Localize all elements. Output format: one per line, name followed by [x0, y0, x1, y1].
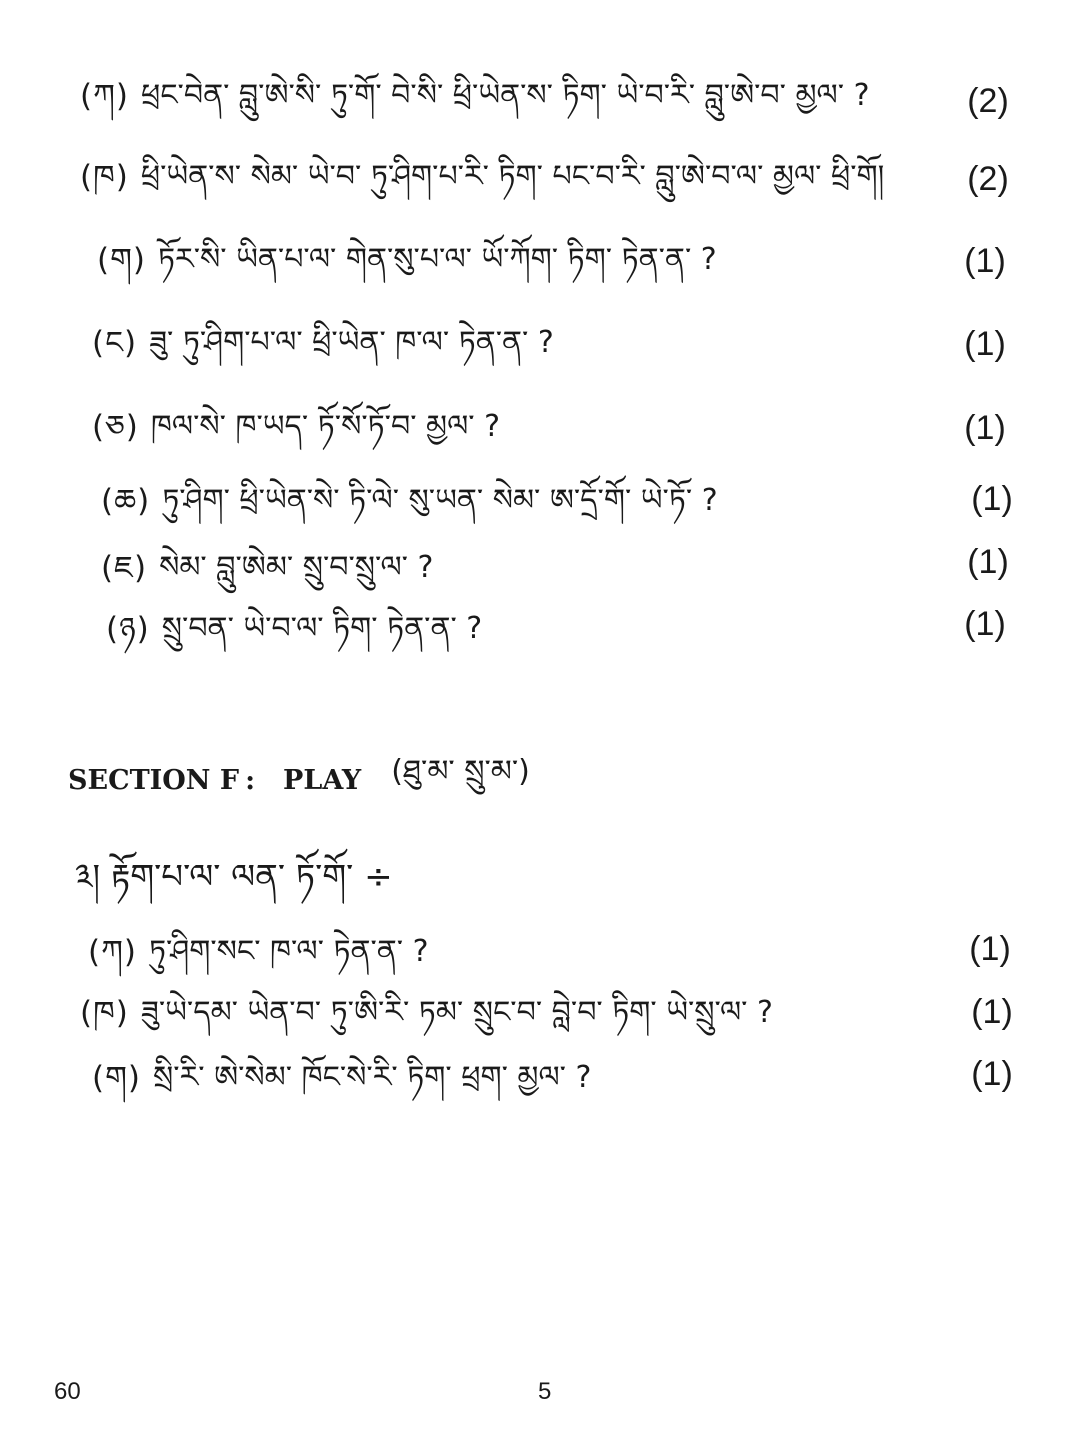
question-item — [106, 609, 482, 665]
question-marks: (1) — [967, 543, 1009, 581]
question-label: (ཀ) — [88, 933, 138, 970]
question-marks: (1) — [964, 409, 1006, 447]
question-text: སྲི་རི་ ཨེ་སེམ་ ཁོང་སེ་རི་ ཏིག་ ཕྲག་ མྱལ་ ? — [153, 1060, 592, 1095]
question-item — [80, 76, 870, 132]
section-heading — [68, 750, 530, 810]
question-text: ཕྲང་བེན་ བླུ་ཨེ་སི་ ཏུ་གོ་ བེ་སི་ ཕྲི་ཡེན་ས་ ཏིག་ ཡེ་བ་རི་ བླུ་ཨེ་བ་ མྱལ་ ? — [141, 78, 870, 113]
question-label: (ཀ) — [80, 77, 130, 114]
question-item — [80, 157, 884, 213]
page-number: 5 — [538, 1378, 552, 1405]
section-name: SECTION F — [68, 764, 240, 796]
question-item — [92, 1058, 591, 1114]
section-separator: : — [245, 764, 256, 796]
question-label: (ཆ) — [101, 482, 151, 519]
question-marks: (1) — [964, 325, 1006, 363]
question-text: ཕྲི་ཡེན་ས་ སེམ་ ཡེ་བ་ ཏུ་ཤིག་པ་རི་ ཏིག་ པང་བ་རི་ བླུ་ཨེ་བ་ལ་ མྱལ་ ཕྲི་གོ། — [140, 159, 885, 194]
question-text: ཏུ་ཤིག་སང་ ཁ་ལ་ ཏེན་ན་ ? — [149, 934, 429, 969]
question-text: སེམ་ བླུ་ཨེམ་ སྲུ་བ་སྲུ་ལ་ ? — [159, 550, 434, 585]
question-text: སྲུ་བན་ ཡེ་བ་ལ་ ཏིག་ ཏེན་ན་ ? — [161, 611, 483, 646]
question-text: ཏུ་ཤིག་ ཕྲི་ཡེན་སེ་ ཏི་ལེ་ སུ་ཡན་ སེམ་ ཨ་དྲོ་གོ་ ཡེ་ཏོ་ ? — [162, 483, 718, 518]
question-label: (ཇ) — [101, 549, 148, 586]
question-item — [80, 993, 773, 1049]
footer-code: 60 — [54, 1378, 81, 1405]
question-label: (ཉ) — [106, 610, 150, 647]
question-text: ཁལ་སེ་ ཁ་ཡད་ ཏོ་སོ་ཏོ་བ་ མྱལ་ ? — [150, 409, 501, 444]
question-item — [101, 481, 718, 537]
question-text: ཏོར་སི་ ཡིན་པ་ལ་ གེན་སུ་པ་ལ་ ཡོ་ཀོག་ ཏིག་ ཏེན་ན་ ? — [158, 242, 717, 277]
question-label: (ཁ) — [80, 158, 129, 195]
question-text: ཟུ་ཡེ་དམ་ ཡེན་བ་ ཏུ་ཨི་རི་ ཏམ་ སྲུང་བ་ བླེ་བ་ ཏིག་ ཡེ་སྲུ་ལ་ ? — [140, 995, 773, 1030]
question-marks: (1) — [969, 930, 1011, 968]
question-label: (ག) — [92, 1059, 142, 1096]
question-marks: (1) — [964, 242, 1006, 280]
question-marks: (1) — [971, 993, 1013, 1031]
section-title: PLAY — [283, 764, 362, 796]
question-item — [97, 240, 717, 296]
question-marks: (2) — [967, 82, 1009, 120]
question-marks: (1) — [971, 1055, 1013, 1093]
question-label: (ཁ) — [80, 994, 129, 1031]
question-label: (ང) — [92, 324, 138, 361]
question-label: (ག) — [97, 241, 147, 278]
question-text: ཟུ་ ཏུ་ཤིག་པ་ལ་ ཕྲི་ཡེན་ ཁ་ལ་ ཏེན་ན་ ? — [149, 325, 554, 360]
question-marks: (1) — [971, 480, 1013, 518]
question-item — [92, 407, 500, 463]
question-marks: (2) — [967, 160, 1009, 198]
question-label: (ཅ) — [92, 408, 139, 445]
section-title-tibetan: (ཐུ་མ་ སྲུ་མ་) — [391, 754, 530, 789]
question-marks: (1) — [964, 605, 1006, 643]
question-group-heading: ༣། རྟོག་པ་ལ་ ལན་ ཏོ་གོ་ ÷ — [75, 857, 393, 897]
question-item — [92, 323, 554, 379]
